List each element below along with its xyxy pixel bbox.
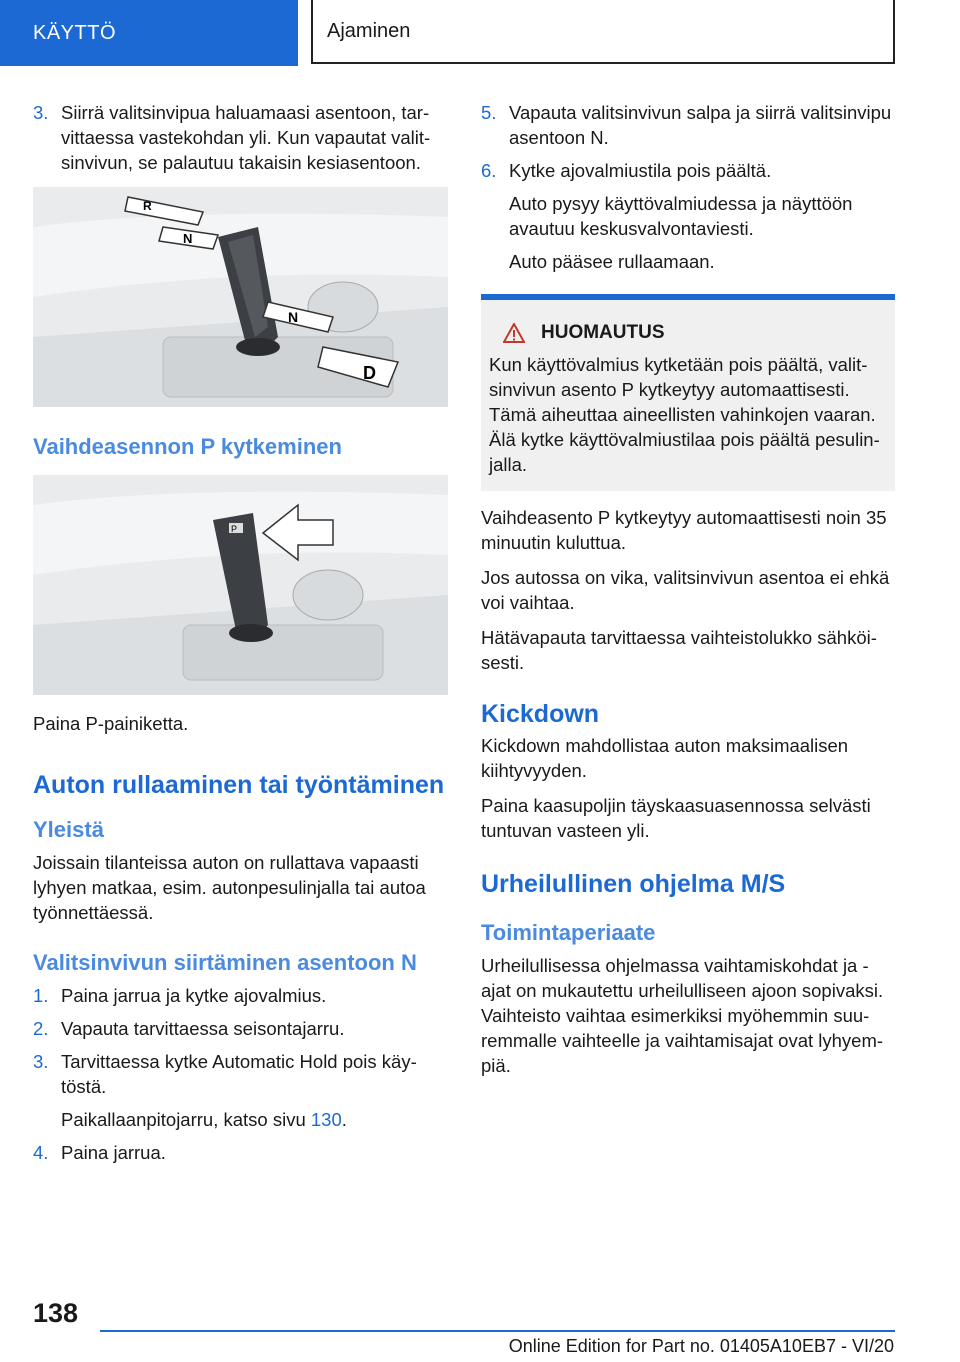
chapter-title: Ajaminen xyxy=(311,0,895,64)
paragraph-emergency: Hätävapauta tarvittaessa vaihteistolukko sähköi-sesti. xyxy=(481,627,877,673)
step-3 xyxy=(33,1049,448,1099)
general-text: Joissain tilanteissa auton on rullattava vapaasti lyhyen matkaa, esim. autonpesulinjalla tai autoa työnnettäessä. xyxy=(33,852,426,923)
step-text: Tarvittaessa kytke Automatic Hold pois käy-töstä. xyxy=(61,1051,417,1097)
step-5 xyxy=(481,100,895,150)
step-number: 6. xyxy=(481,160,497,181)
page-number: 138 xyxy=(33,1298,79,1328)
step-6-note-1: Auto pysyy käyttövalmiudessa ja näyttöön avautuu keskusvalvontaviesti. xyxy=(509,193,853,239)
step-text: Paina jarrua ja kytke ajovalmius. xyxy=(61,985,327,1006)
edition-text: Online Edition for Part no. 01405A10EB7 - VI/20 xyxy=(508,1336,894,1356)
selector-lever-illustration xyxy=(33,187,448,407)
warning-text: Kun käyttövalmius kytketään pois päältä, valit-sinvivun asento P kytkeytyy automaattisesti. Tämä aiheuttaa aineellisten vahinkojen vaaran. Älä kytke käyttövalmiustilaa pois päältä pesulin-jalla. xyxy=(489,354,880,475)
right-column xyxy=(481,100,895,1088)
lever-label-r: R xyxy=(143,199,152,213)
lever-label-d: D xyxy=(363,363,376,383)
page-header xyxy=(0,0,960,66)
step-number: 4. xyxy=(33,1142,49,1163)
paragraph-auto-p: Vaihdeasento P kytkeytyy automaattisesti noin 35 minuutin kuluttua. xyxy=(481,507,887,553)
step-2 xyxy=(33,1016,448,1041)
park-button-image xyxy=(33,475,448,695)
heading-function: Toimintaperiaate xyxy=(481,920,656,945)
step-number: 1. xyxy=(33,985,49,1006)
paragraph-fault: Jos autossa on vika, valitsinvivun asentoa ei ehkä voi vaihtaa. xyxy=(481,567,890,613)
lever-label-n2: N xyxy=(288,309,299,325)
heading-sport-program: Urheilullinen ohjelma M/S xyxy=(481,870,786,898)
step-3-top xyxy=(33,100,448,175)
lever-shift-image xyxy=(33,187,448,407)
step-number: 3. xyxy=(33,102,49,123)
step-4 xyxy=(33,1140,448,1165)
step-1 xyxy=(33,983,448,1008)
heading-park: Vaihdeasennon P kytkeminen xyxy=(33,434,342,459)
heading-general: Yleistä xyxy=(33,817,104,842)
kickdown-text-2: Paina kaasupoljin täyskaasuasennossa selvästi tuntuvan vasteen yli. xyxy=(481,795,871,841)
parking-ref-end: . xyxy=(341,1109,347,1130)
footer-divider xyxy=(100,1330,895,1332)
step-text: Vapauta valitsinvivun salpa ja siirrä valitsinvipu asentoon N. xyxy=(509,102,892,148)
heading-roll: Auton rullaaminen tai työntäminen xyxy=(33,771,445,799)
heading-kickdown: Kickdown xyxy=(481,700,600,728)
park-button-illustration xyxy=(33,475,448,695)
step-text: Vapauta tarvittaessa seisontajarru. xyxy=(61,1018,345,1039)
parking-ref-text: Paikallaanpitojarru, katso sivu xyxy=(61,1109,311,1130)
warning-header xyxy=(503,322,887,344)
step-number: 3. xyxy=(33,1051,49,1072)
park-instruction: Paina P-painiketta. xyxy=(33,713,189,734)
page-link-130[interactable]: 130 xyxy=(310,1109,342,1130)
step-number: 2. xyxy=(33,1018,49,1039)
warning-triangle-icon xyxy=(503,323,525,343)
step-text: Kytke ajovalmiustila pois päältä. xyxy=(509,160,772,181)
heading-shift-n: Valitsinvivun siirtäminen asentoon N xyxy=(33,950,417,975)
step-text: Paina jarrua. xyxy=(61,1142,166,1163)
function-text: Urheilullisessa ohjelmassa vaihtamiskohdat ja -ajat on mukautettu urheilulliseen ajoon sopivaksi. Vaihteisto vaihtaa esimerkiksi myöhemmin suu-remmalle vaihteelle ja vaihtamisajat ovat lyhyem-piä. xyxy=(481,955,884,1076)
step-number: 5. xyxy=(481,102,497,123)
step-text: Siirrä valitsinvipua haluamaasi asentoon, tar-vittaessa vastekohdan yli. Kun vapautat valit-sinvivun, se palautuu takaisin kesiasentoon. xyxy=(61,102,431,173)
kickdown-text-1: Kickdown mahdollistaa auton maksimaalisen kiihtyvyyden. xyxy=(481,735,849,781)
step-6 xyxy=(481,158,895,183)
parking-brake-reference xyxy=(33,1107,448,1132)
lever-label-n1: N xyxy=(183,231,193,246)
section-tab[interactable]: KÄYTTÖ xyxy=(0,0,298,66)
left-column xyxy=(33,100,448,1173)
step-6-note-2: Auto pääsee rullaamaan. xyxy=(509,251,715,272)
warning-box xyxy=(481,294,895,491)
warning-title: HUOMAUTUS xyxy=(541,322,665,343)
park-label: P xyxy=(231,524,238,534)
